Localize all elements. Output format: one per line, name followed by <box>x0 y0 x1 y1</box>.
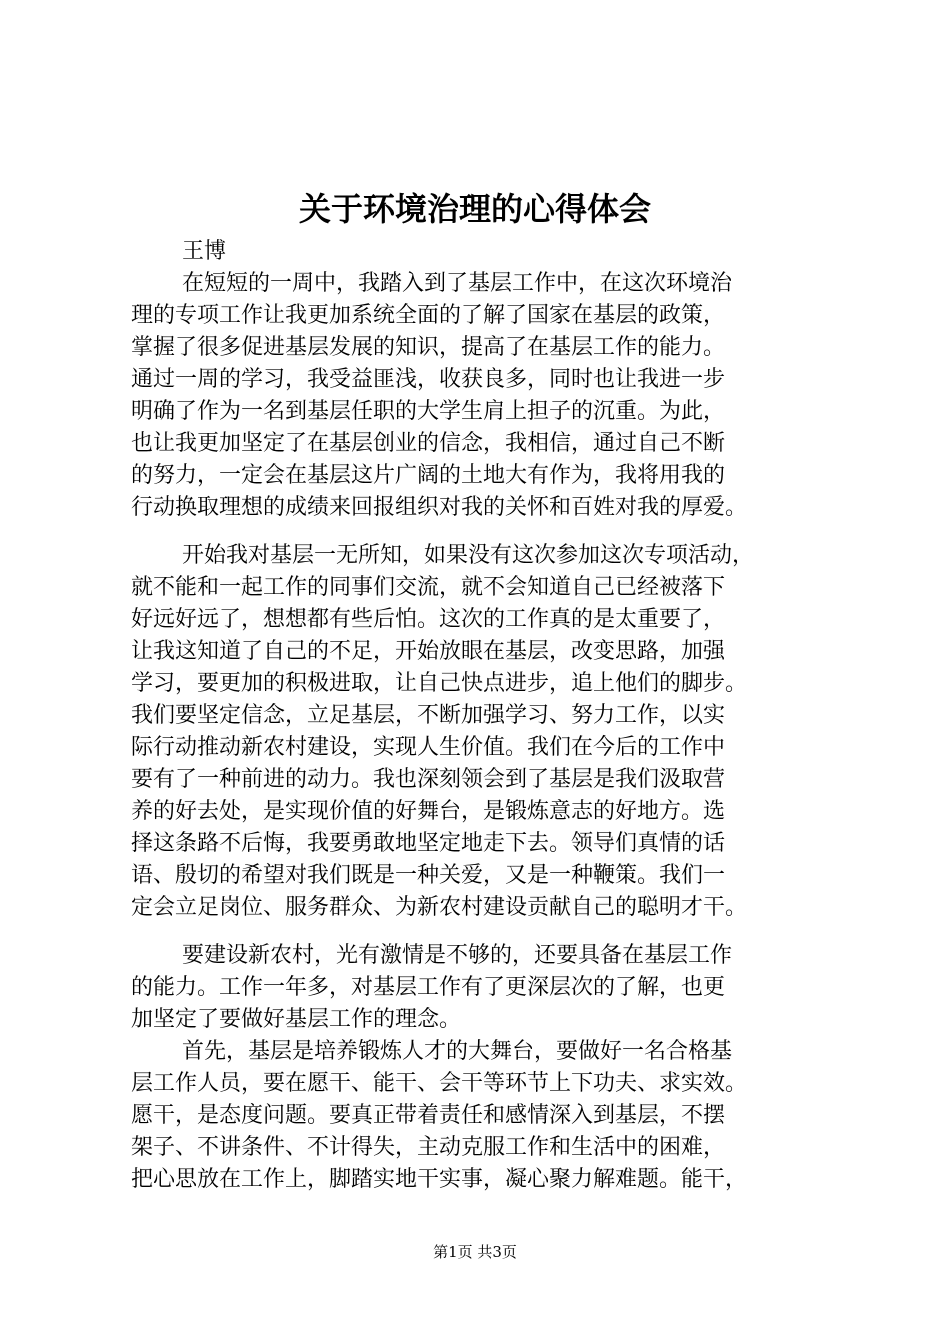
paragraph-line: 明确了作为一名到基层任职的大学生肩上担子的沉重。为此， <box>131 399 726 424</box>
paragraph-line: 语、殷切的希望对我们既是一种关爱，又是一种鞭策。我们一 <box>131 863 726 888</box>
paragraph-line: 理的专项工作让我更加系统全面的了解了国家在基层的政策， <box>131 303 726 328</box>
paragraph-2 <box>131 540 851 924</box>
paragraph-line: 要建设新农村，光有激情是不够的，还要具备在基层工作 <box>182 943 733 968</box>
document-title: 关于环境治理的心得体会 <box>298 190 651 228</box>
paragraph-line: 的努力，一定会在基层这片广阔的土地大有作为，我将用我的 <box>131 463 726 488</box>
paragraph-line: 行动换取理想的成绩来回报组织对我的关怀和百姓对我的厚爱。 <box>131 495 748 520</box>
paragraph-line: 就不能和一起工作的同事们交流，就不会知道自己已经被落下 <box>131 575 726 600</box>
author-name: 王博 <box>182 239 227 264</box>
paragraph-line: 我们要坚定信念，立足基层，不断加强学习、努力工作，以实 <box>131 703 726 728</box>
paragraph-line: 首先，基层是培养锻炼人才的大舞台，要做好一名合格基 <box>182 1039 733 1064</box>
paragraph-line: 择这条路不后悔，我要勇敢地坚定地走下去。领导们真情的话 <box>131 831 726 856</box>
paragraph-line: 架子、不讲条件、不计得失，主动克服工作和生活中的困难， <box>131 1135 726 1160</box>
paragraph-line: 养的好去处，是实现价值的好舞台，是锻炼意志的好地方。选 <box>131 799 726 824</box>
paragraph-line: 学习，要更加的积极进取，让自己快点进步，追上他们的脚步。 <box>131 671 748 696</box>
paragraph-line: 际行动推动新农村建设，实现人生价值。我们在今后的工作中 <box>131 735 726 760</box>
paragraph-line: 加坚定了要做好基层工作的理念。 <box>131 1007 462 1032</box>
paragraph-line: 掌握了很多促进基层发展的知识，提高了在基层工作的能力。 <box>131 335 726 360</box>
page-number-footer: 第1页 共3页 <box>433 1243 517 1261</box>
paragraph-line: 的能力。工作一年多，对基层工作有了更深层次的了解，也更 <box>131 975 726 1000</box>
paragraph-line: 开始我对基层一无所知，如果没有这次参加这次专项活动， <box>182 543 755 568</box>
paragraph-line: 让我这知道了自己的不足，开始放眼在基层，改变思路，加强 <box>131 639 726 664</box>
paragraph-4 <box>131 1036 851 1196</box>
paragraph-line: 定会立足岗位、服务群众、为新农村建设贡献自己的聪明才干。 <box>131 895 748 920</box>
paragraph-3 <box>131 940 851 1036</box>
paragraph-line: 要有了一种前进的动力。我也深刻领会到了基层是我们汲取营 <box>131 767 726 792</box>
paragraph-line: 也让我更加坚定了在基层创业的信念，我相信，通过自己不断 <box>131 431 726 456</box>
paragraph-line: 层工作人员，要在愿干、能干、会干等环节上下功夫、求实效。 <box>131 1071 748 1096</box>
paragraph-line: 把心思放在工作上，脚踏实地干实事，凝心聚力解难题。能干， <box>131 1167 748 1192</box>
paragraph-1 <box>131 268 851 524</box>
paragraph-line: 在短短的一周中，我踏入到了基层工作中，在这次环境治 <box>182 271 733 296</box>
paragraph-line: 通过一周的学习，我受益匪浅，收获良多，同时也让我进一步 <box>131 367 726 392</box>
paragraph-line: 愿干，是态度问题。要真正带着责任和感情深入到基层，不摆 <box>131 1103 726 1128</box>
paragraph-line: 好远好远了，想想都有些后怕。这次的工作真的是太重要了， <box>131 607 726 632</box>
